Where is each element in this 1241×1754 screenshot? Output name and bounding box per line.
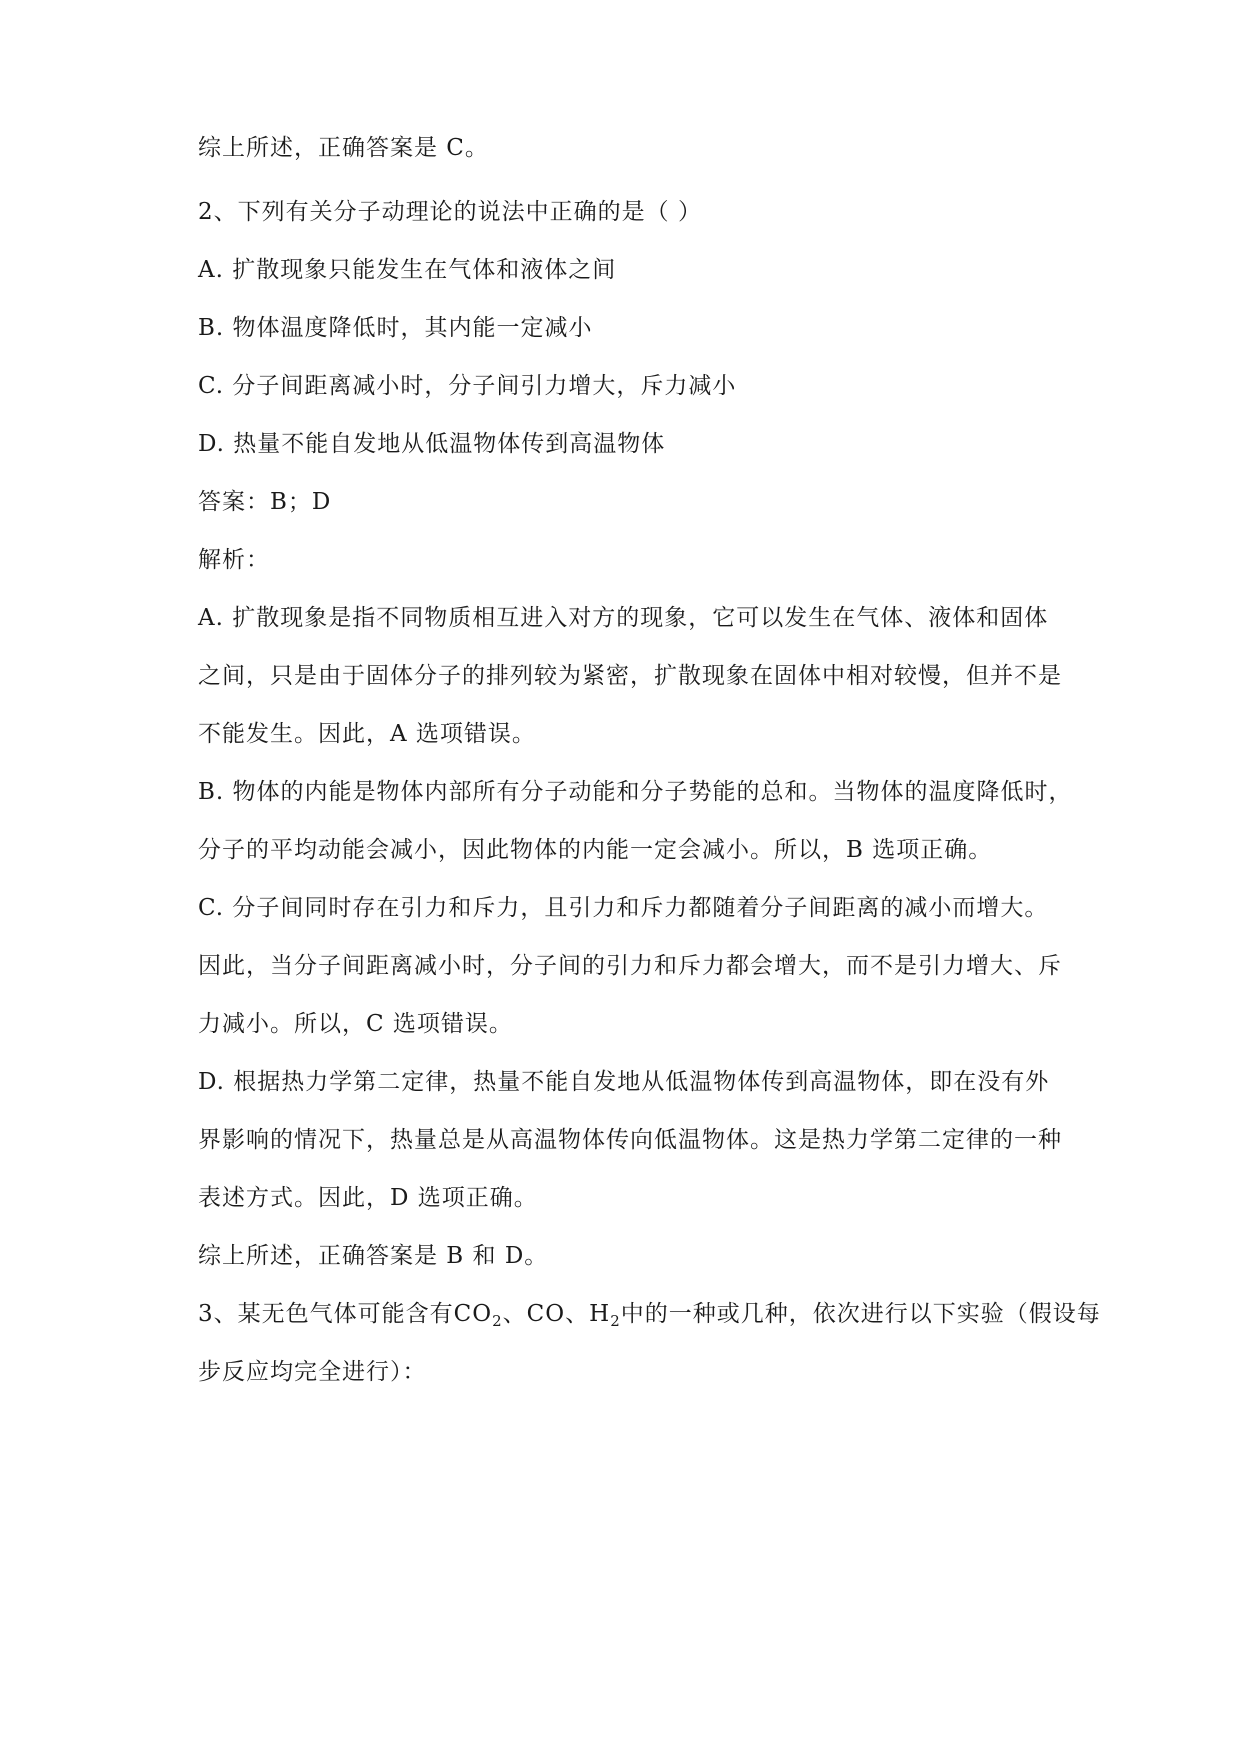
q2-analysis-line: 之间，只是由于固体分子的排列较为紧密，扩散现象在固体中相对较慢，但并不是 [198, 663, 1062, 689]
formula-h2: $H_2$ [589, 1301, 621, 1330]
q2-analysis-line: 表述方式。因此，D 选项正确。 [198, 1185, 538, 1211]
q2-summary: 综上所述，正确答案是 B 和 D。 [198, 1243, 549, 1269]
q3-stem-part1: 3、某无色气体可能含有 [198, 1301, 454, 1327]
q2-stem: 2、下列有关分子动理论的说法中正确的是（ ） [198, 199, 702, 225]
q2-analysis-line: 不能发生。因此，A 选项错误。 [198, 721, 536, 747]
q3-separator: 、CO、 [502, 1301, 590, 1327]
q2-analysis-line: A. 扩散现象是指不同物质相互进入对方的现象，它可以发生在气体、液体和固体 [198, 605, 1049, 631]
q2-analysis-line: B. 物体的内能是物体内部所有分子动能和分子势能的总和。当物体的温度降低时， [198, 779, 1073, 805]
q3-stem [198, 1298, 1101, 1330]
q2-option-d: D. 热量不能自发地从低温物体传到高温物体 [198, 431, 666, 457]
q2-analysis-line: 分子的平均动能会减小，因此物体的内能一定会减小。所以，B 选项正确。 [198, 837, 993, 863]
formula-co2: $CO_2$ [453, 1301, 503, 1330]
q2-option-c: C. 分子间距离减小时，分子间引力增大，斥力减小 [198, 373, 737, 399]
q3-stem-part2: 中的一种或几种，依次进行以下实验（假设每 [620, 1301, 1101, 1327]
q2-analysis-line: 因此，当分子间距离减小时，分子间的引力和斥力都会增大，而不是引力增大、斥 [198, 953, 1062, 979]
q2-analysis-line: C. 分子间同时存在引力和斥力，且引力和斥力都随着分子间距离的减小而增大。 [198, 895, 1049, 921]
q2-option-b: B. 物体温度降低时，其内能一定减小 [198, 315, 593, 341]
q1-summary: 综上所述，正确答案是 C。 [198, 135, 489, 161]
q3-stem-line2: 步反应均完全进行）： [198, 1359, 427, 1385]
q2-answer: 答案：B；D [198, 489, 332, 515]
q2-analysis-line: 界影响的情况下，热量总是从高温物体传向低温物体。这是热力学第二定律的一种 [198, 1127, 1062, 1153]
q2-analysis-line: D. 根据热力学第二定律，热量不能自发地从低温物体传到高温物体，即在没有外 [198, 1069, 1050, 1095]
q2-analysis-label: 解析： [198, 547, 270, 573]
q2-analysis-line: 力减小。所以，C 选项错误。 [198, 1011, 513, 1037]
q2-option-a: A. 扩散现象只能发生在气体和液体之间 [198, 257, 617, 283]
